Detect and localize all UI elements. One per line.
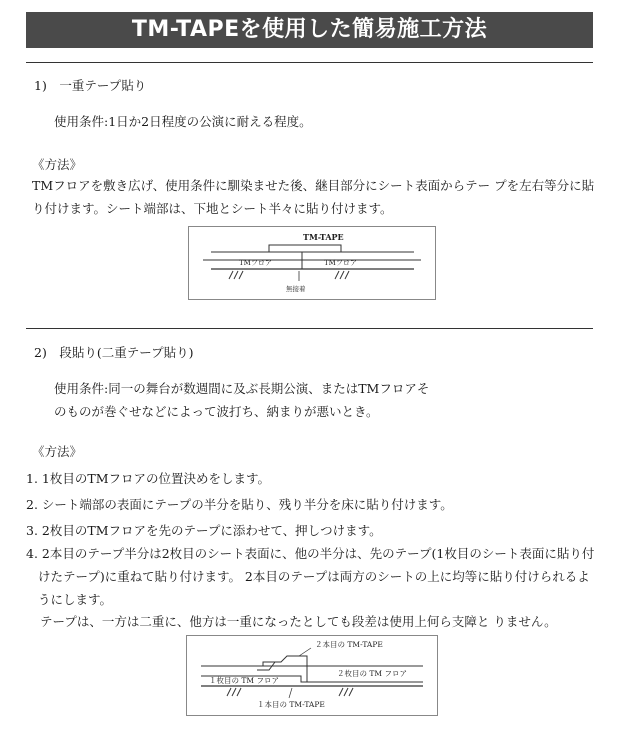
section2-condition — [54, 377, 594, 423]
section1-method-label: 《方法》 — [32, 157, 83, 172]
step-2: 2. シート端部の表面にテープの半分を貼り、残り半分を床に貼り付けます。 — [26, 497, 453, 512]
section1-heading: 1) 一重テープ貼り — [34, 78, 147, 93]
condition-line: のものが巻ぐせなどによって波打ち、納まりが悪いとき。 — [54, 404, 379, 419]
step-1: 1. 1枚目のTMフロアの位置決めをします。 — [26, 471, 270, 486]
section1-method-text — [32, 174, 602, 220]
floor-left-label: TMフロア — [239, 259, 272, 267]
floor-right-label: TMフロア — [324, 259, 357, 267]
section1-condition: 使用条件:1日か2日程度の公演に耐える程度。 — [54, 114, 312, 129]
section2-method-label: 《方法》 — [32, 444, 83, 459]
floor1-label: １枚目の TM フロア — [209, 676, 279, 685]
tape-label: TM-TAPE — [303, 232, 344, 242]
divider — [26, 328, 593, 329]
condition-line: 使用条件:同一の舞台が数週間に及ぶ長期公演、またはTMフロアそ — [54, 381, 430, 396]
method-line: り付けます。シート端部は、下地とシート半々に貼り付けます。 — [32, 201, 393, 216]
method-line: TMフロアを敷き広げ、使用条件に馴染ませた後、継目部分にシート表面からテー プを左右等分に貼 — [32, 178, 595, 193]
step-3: 3. 2枚目のTMフロアを先のテープに添わせて、押しつけます。 — [26, 523, 382, 538]
divider — [26, 62, 593, 63]
step-4-line: うにします。 — [38, 592, 113, 607]
section2-note: テープは、一方は二重に、他方は一重になったとしても段差は使用上何ら支障と りません。 — [40, 614, 557, 629]
step-4 — [26, 542, 606, 611]
floor2-label: ２枚目の TM フロア — [337, 669, 407, 678]
tape-shape — [269, 245, 341, 252]
step-4-line: けたテープ)に重ねて貼り付けます。 2本目のテープは両方のシートの上に均等に貼り付けられるよ — [38, 569, 590, 584]
tape1-label: １本目の TM-TAPE — [257, 700, 325, 709]
page-title: TM-TAPEを使用した簡易施工方法 — [26, 12, 593, 48]
section2-heading: 2) 段貼り(二重テープ貼り) — [34, 345, 194, 360]
single-tape-diagram — [188, 226, 436, 300]
no-adhesive-label: 無接着 — [286, 285, 306, 293]
step-4-line: 4. 2本目のテープ半分は2枚目のシート表面に、他の半分は、先のテープ(1枚目のシート表面に貼り付 — [26, 546, 595, 561]
double-tape-diagram — [186, 635, 438, 716]
tape2-label: ２本目の TM-TAPE — [315, 640, 383, 649]
